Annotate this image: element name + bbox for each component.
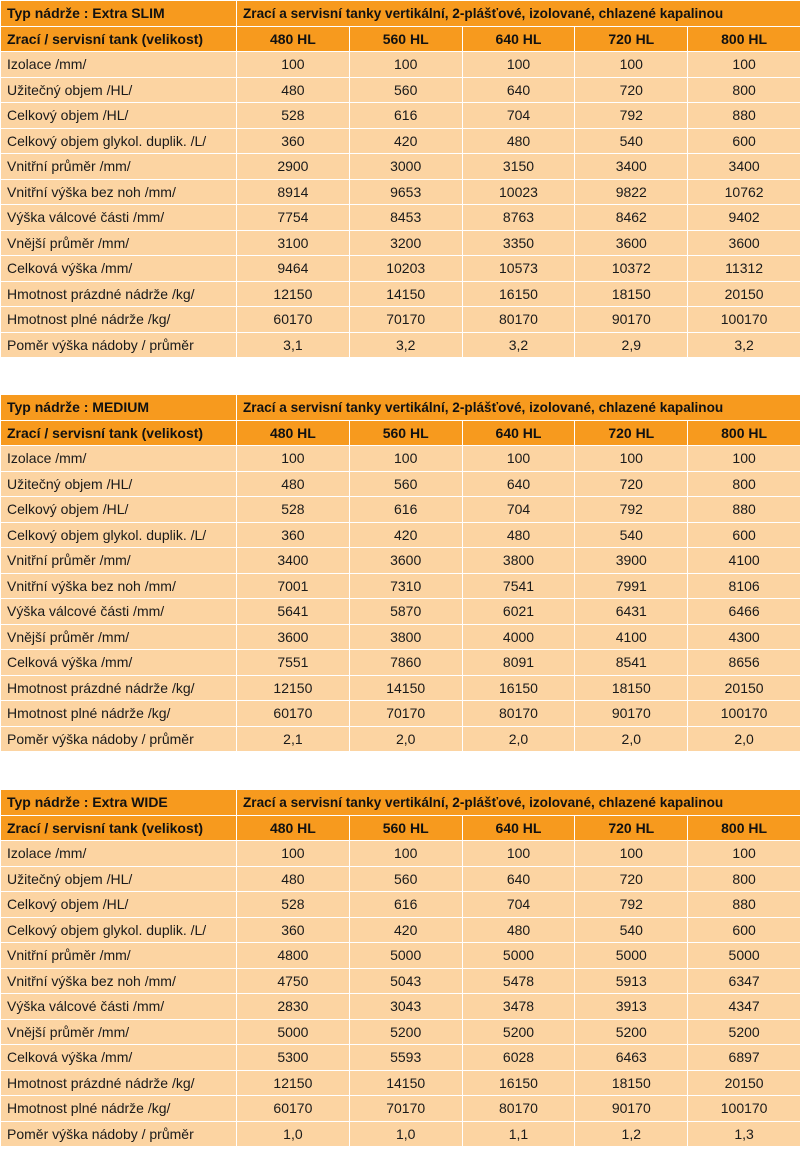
row-label: Hmotnost prázdné nádrže /kg/ [1,1070,237,1096]
value-cell: 1,3 [688,1121,800,1147]
value-cell: 4100 [575,624,688,650]
value-cell: 3400 [575,154,688,180]
value-cell: 528 [237,497,350,523]
value-cell: 720 [575,471,688,497]
table-row [1,1096,800,1122]
tank-description: Zrací a servisní tanky vertikální, 2-plášťové, izolované, chlazené kapalinou [237,790,800,816]
spec-table-extra-wide [0,789,800,1147]
row-label: Vnitřní výška bez noh /mm/ [1,179,237,205]
value-cell: 100 [349,446,462,472]
value-cell: 540 [575,522,688,548]
value-cell: 100 [237,446,350,472]
value-cell: 9402 [688,205,800,231]
table-row [1,573,800,599]
row-label: Celkový objem glykol. duplik. /L/ [1,522,237,548]
value-cell: 100 [237,841,350,867]
value-cell: 100170 [688,1096,800,1122]
value-cell: 720 [575,866,688,892]
value-cell: 420 [349,128,462,154]
value-cell: 8541 [575,650,688,676]
value-cell: 5200 [349,1019,462,1045]
row-label: Celkový objem /HL/ [1,892,237,918]
value-cell: 100170 [688,307,800,333]
value-cell: 792 [575,892,688,918]
value-cell: 5000 [462,943,575,969]
value-cell: 7860 [349,650,462,676]
value-cell: 14150 [349,675,462,701]
row-label: Hmotnost prázdné nádrže /kg/ [1,675,237,701]
value-cell: 6028 [462,1045,575,1071]
table-row [1,726,800,752]
value-cell: 3,2 [688,332,800,358]
value-cell: 480 [462,522,575,548]
table-row [1,548,800,574]
value-cell: 4300 [688,624,800,650]
value-cell: 90170 [575,1096,688,1122]
value-cell: 9822 [575,179,688,205]
value-cell: 2,1 [237,726,350,752]
value-cell: 3478 [462,994,575,1020]
value-cell: 7310 [349,573,462,599]
value-cell: 7001 [237,573,350,599]
table-row [1,205,800,231]
value-cell: 6347 [688,968,800,994]
value-cell: 2,0 [688,726,800,752]
value-cell: 10762 [688,179,800,205]
table-row [1,281,800,307]
value-cell: 11312 [688,256,800,282]
value-cell: 8914 [237,179,350,205]
value-cell: 3400 [237,548,350,574]
value-cell: 4100 [688,548,800,574]
value-cell: 800 [688,471,800,497]
table-row [1,103,800,129]
row-label: Celkový objem /HL/ [1,103,237,129]
size-header-cell: 480 HL [237,26,350,52]
row-label: Poměr výška nádoby / průměr [1,332,237,358]
value-cell: 8462 [575,205,688,231]
value-cell: 3000 [349,154,462,180]
value-cell: 16150 [462,675,575,701]
table-row [1,471,800,497]
value-cell: 480 [237,866,350,892]
value-cell: 80170 [462,1096,575,1122]
table-row [1,154,800,180]
value-cell: 100 [575,446,688,472]
size-header-cell: 560 HL [349,26,462,52]
value-cell: 12150 [237,281,350,307]
value-cell: 480 [237,77,350,103]
value-cell: 600 [688,128,800,154]
table-row [1,675,800,701]
value-cell: 5000 [349,943,462,969]
value-cell: 7991 [575,573,688,599]
value-cell: 5300 [237,1045,350,1071]
row-label: Vnitřní průměr /mm/ [1,548,237,574]
spec-table-extra-slim [0,0,800,358]
value-cell: 360 [237,128,350,154]
value-cell: 720 [575,77,688,103]
value-cell: 360 [237,917,350,943]
value-cell: 3043 [349,994,462,1020]
row-label: Vnitřní výška bez noh /mm/ [1,968,237,994]
value-cell: 3600 [688,230,800,256]
tank-description: Zrací a servisní tanky vertikální, 2-plášťové, izolované, chlazené kapalinou [237,395,800,421]
table-row [1,179,800,205]
value-cell: 8656 [688,650,800,676]
row-label: Celkový objem /HL/ [1,497,237,523]
value-cell: 2900 [237,154,350,180]
value-cell: 60170 [237,307,350,333]
value-cell: 420 [349,917,462,943]
value-cell: 3913 [575,994,688,1020]
value-cell: 100 [349,52,462,78]
value-cell: 100 [688,841,800,867]
value-cell: 616 [349,497,462,523]
table-row [1,1045,800,1071]
value-cell: 100 [462,52,575,78]
value-cell: 528 [237,103,350,129]
value-cell: 880 [688,892,800,918]
table-row [1,968,800,994]
value-cell: 5200 [575,1019,688,1045]
value-cell: 420 [349,522,462,548]
row-label: Hmotnost plné nádrže /kg/ [1,1096,237,1122]
value-cell: 8091 [462,650,575,676]
value-cell: 2,0 [349,726,462,752]
value-cell: 5913 [575,968,688,994]
value-cell: 540 [575,917,688,943]
value-cell: 9464 [237,256,350,282]
value-cell: 60170 [237,1096,350,1122]
value-cell: 3600 [349,548,462,574]
value-cell: 100 [237,52,350,78]
value-cell: 528 [237,892,350,918]
value-cell: 18150 [575,281,688,307]
value-cell: 70170 [349,307,462,333]
value-cell: 20150 [688,675,800,701]
value-cell: 3200 [349,230,462,256]
value-cell: 792 [575,103,688,129]
size-header-row [1,26,800,52]
value-cell: 1,0 [237,1121,350,1147]
value-cell: 3350 [462,230,575,256]
value-cell: 480 [462,917,575,943]
value-cell: 6463 [575,1045,688,1071]
size-header-cell: 720 HL [575,420,688,446]
row-label: Výška válcové části /mm/ [1,599,237,625]
value-cell: 80170 [462,701,575,727]
row-label: Vnější průměr /mm/ [1,624,237,650]
value-cell: 9653 [349,179,462,205]
row-label: Užitečný objem /HL/ [1,471,237,497]
value-cell: 100 [575,52,688,78]
table-row [1,943,800,969]
value-cell: 70170 [349,701,462,727]
row-label: Poměr výška nádoby / průměr [1,726,237,752]
row-label: Celková výška /mm/ [1,256,237,282]
table-row [1,650,800,676]
size-header-cell: 800 HL [688,815,800,841]
row-label: Vnější průměr /mm/ [1,1019,237,1045]
value-cell: 2,0 [462,726,575,752]
row-label: Vnitřní průměr /mm/ [1,154,237,180]
value-cell: 1,2 [575,1121,688,1147]
value-cell: 100 [462,841,575,867]
value-cell: 792 [575,497,688,523]
value-cell: 100 [462,446,575,472]
value-cell: 3600 [237,624,350,650]
row-label: Izolace /mm/ [1,841,237,867]
value-cell: 560 [349,77,462,103]
table-row [1,256,800,282]
value-cell: 100 [688,446,800,472]
row-label: Užitečný objem /HL/ [1,866,237,892]
row-label: Celkový objem glykol. duplik. /L/ [1,917,237,943]
row-label: Vnitřní průměr /mm/ [1,943,237,969]
value-cell: 3,2 [349,332,462,358]
size-header-label: Zrací / servisní tank (velikost) [1,420,237,446]
value-cell: 70170 [349,1096,462,1122]
row-label: Izolace /mm/ [1,446,237,472]
value-cell: 640 [462,77,575,103]
value-cell: 7541 [462,573,575,599]
size-header-row [1,815,800,841]
value-cell: 5641 [237,599,350,625]
value-cell: 4750 [237,968,350,994]
table-row [1,866,800,892]
value-cell: 100 [575,841,688,867]
value-cell: 5000 [575,943,688,969]
row-label: Celková výška /mm/ [1,1045,237,1071]
value-cell: 16150 [462,1070,575,1096]
table-row [1,1121,800,1147]
value-cell: 4000 [462,624,575,650]
table-row [1,230,800,256]
spec-rows [1,446,800,752]
row-label: Izolace /mm/ [1,52,237,78]
value-cell: 18150 [575,675,688,701]
value-cell: 20150 [688,281,800,307]
table-row [1,1070,800,1096]
value-cell: 10023 [462,179,575,205]
spec-rows [1,841,800,1147]
value-cell: 2,0 [575,726,688,752]
value-cell: 640 [462,866,575,892]
value-cell: 3,1 [237,332,350,358]
value-cell: 6021 [462,599,575,625]
table-row [1,77,800,103]
value-cell: 560 [349,471,462,497]
row-label: Celková výška /mm/ [1,650,237,676]
size-header-cell: 720 HL [575,815,688,841]
value-cell: 100 [688,52,800,78]
row-label: Hmotnost prázdné nádrže /kg/ [1,281,237,307]
size-header-label: Zrací / servisní tank (velikost) [1,26,237,52]
value-cell: 3600 [575,230,688,256]
size-header-row [1,420,800,446]
value-cell: 880 [688,103,800,129]
value-cell: 8763 [462,205,575,231]
value-cell: 6466 [688,599,800,625]
row-label: Celkový objem glykol. duplik. /L/ [1,128,237,154]
table-row [1,522,800,548]
table-row [1,446,800,472]
value-cell: 600 [688,522,800,548]
size-header-cell: 800 HL [688,420,800,446]
size-header-cell: 640 HL [462,815,575,841]
value-cell: 10372 [575,256,688,282]
tank-type-title: Typ nádrže : MEDIUM [1,395,237,421]
table-row [1,1019,800,1045]
table-row [1,128,800,154]
size-header-cell: 480 HL [237,420,350,446]
tank-description: Zrací a servisní tanky vertikální, 2-plášťové, izolované, chlazené kapalinou [237,1,800,27]
value-cell: 14150 [349,1070,462,1096]
table-row [1,497,800,523]
value-cell: 6897 [688,1045,800,1071]
spec-rows [1,52,800,358]
value-cell: 800 [688,77,800,103]
value-cell: 616 [349,103,462,129]
value-cell: 16150 [462,281,575,307]
value-cell: 800 [688,866,800,892]
value-cell: 8453 [349,205,462,231]
value-cell: 4800 [237,943,350,969]
value-cell: 540 [575,128,688,154]
value-cell: 704 [462,497,575,523]
value-cell: 3,2 [462,332,575,358]
value-cell: 2830 [237,994,350,1020]
value-cell: 10203 [349,256,462,282]
table-row [1,701,800,727]
spec-table-medium [0,394,800,752]
value-cell: 60170 [237,701,350,727]
size-header-label: Zrací / servisní tank (velikost) [1,815,237,841]
value-cell: 12150 [237,675,350,701]
size-header-cell: 720 HL [575,26,688,52]
table-row [1,599,800,625]
value-cell: 704 [462,892,575,918]
value-cell: 90170 [575,307,688,333]
type-header-row [1,1,800,27]
value-cell: 5200 [688,1019,800,1045]
value-cell: 704 [462,103,575,129]
value-cell: 480 [462,128,575,154]
value-cell: 20150 [688,1070,800,1096]
value-cell: 5000 [237,1019,350,1045]
type-header-row [1,395,800,421]
value-cell: 3100 [237,230,350,256]
row-label: Poměr výška nádoby / průměr [1,1121,237,1147]
value-cell: 80170 [462,307,575,333]
value-cell: 3900 [575,548,688,574]
value-cell: 5478 [462,968,575,994]
type-header-row [1,790,800,816]
value-cell: 14150 [349,281,462,307]
table-row [1,624,800,650]
value-cell: 600 [688,917,800,943]
value-cell: 5200 [462,1019,575,1045]
value-cell: 3150 [462,154,575,180]
value-cell: 5870 [349,599,462,625]
value-cell: 880 [688,497,800,523]
value-cell: 3800 [462,548,575,574]
row-label: Výška válcové části /mm/ [1,994,237,1020]
value-cell: 1,1 [462,1121,575,1147]
value-cell: 7754 [237,205,350,231]
value-cell: 640 [462,471,575,497]
size-header-cell: 480 HL [237,815,350,841]
value-cell: 90170 [575,701,688,727]
value-cell: 480 [237,471,350,497]
row-label: Výška válcové části /mm/ [1,205,237,231]
value-cell: 3800 [349,624,462,650]
value-cell: 4347 [688,994,800,1020]
value-cell: 5000 [688,943,800,969]
table-row [1,332,800,358]
table-row [1,307,800,333]
size-header-cell: 800 HL [688,26,800,52]
value-cell: 12150 [237,1070,350,1096]
size-header-cell: 560 HL [349,815,462,841]
value-cell: 10573 [462,256,575,282]
value-cell: 5043 [349,968,462,994]
value-cell: 616 [349,892,462,918]
value-cell: 5593 [349,1045,462,1071]
value-cell: 18150 [575,1070,688,1096]
value-cell: 6431 [575,599,688,625]
size-header-cell: 640 HL [462,26,575,52]
row-label: Užitečný objem /HL/ [1,77,237,103]
size-header-cell: 560 HL [349,420,462,446]
table-row [1,892,800,918]
value-cell: 100 [349,841,462,867]
row-label: Hmotnost plné nádrže /kg/ [1,307,237,333]
table-row [1,917,800,943]
value-cell: 100170 [688,701,800,727]
table-row [1,52,800,78]
row-label: Hmotnost plné nádrže /kg/ [1,701,237,727]
value-cell: 8106 [688,573,800,599]
table-row [1,841,800,867]
value-cell: 560 [349,866,462,892]
value-cell: 7551 [237,650,350,676]
row-label: Vnější průměr /mm/ [1,230,237,256]
tank-type-title: Typ nádrže : Extra SLIM [1,1,237,27]
value-cell: 2,9 [575,332,688,358]
table-row [1,994,800,1020]
value-cell: 1,0 [349,1121,462,1147]
value-cell: 360 [237,522,350,548]
tank-type-title: Typ nádrže : Extra WIDE [1,790,237,816]
row-label: Vnitřní výška bez noh /mm/ [1,573,237,599]
size-header-cell: 640 HL [462,420,575,446]
value-cell: 3400 [688,154,800,180]
